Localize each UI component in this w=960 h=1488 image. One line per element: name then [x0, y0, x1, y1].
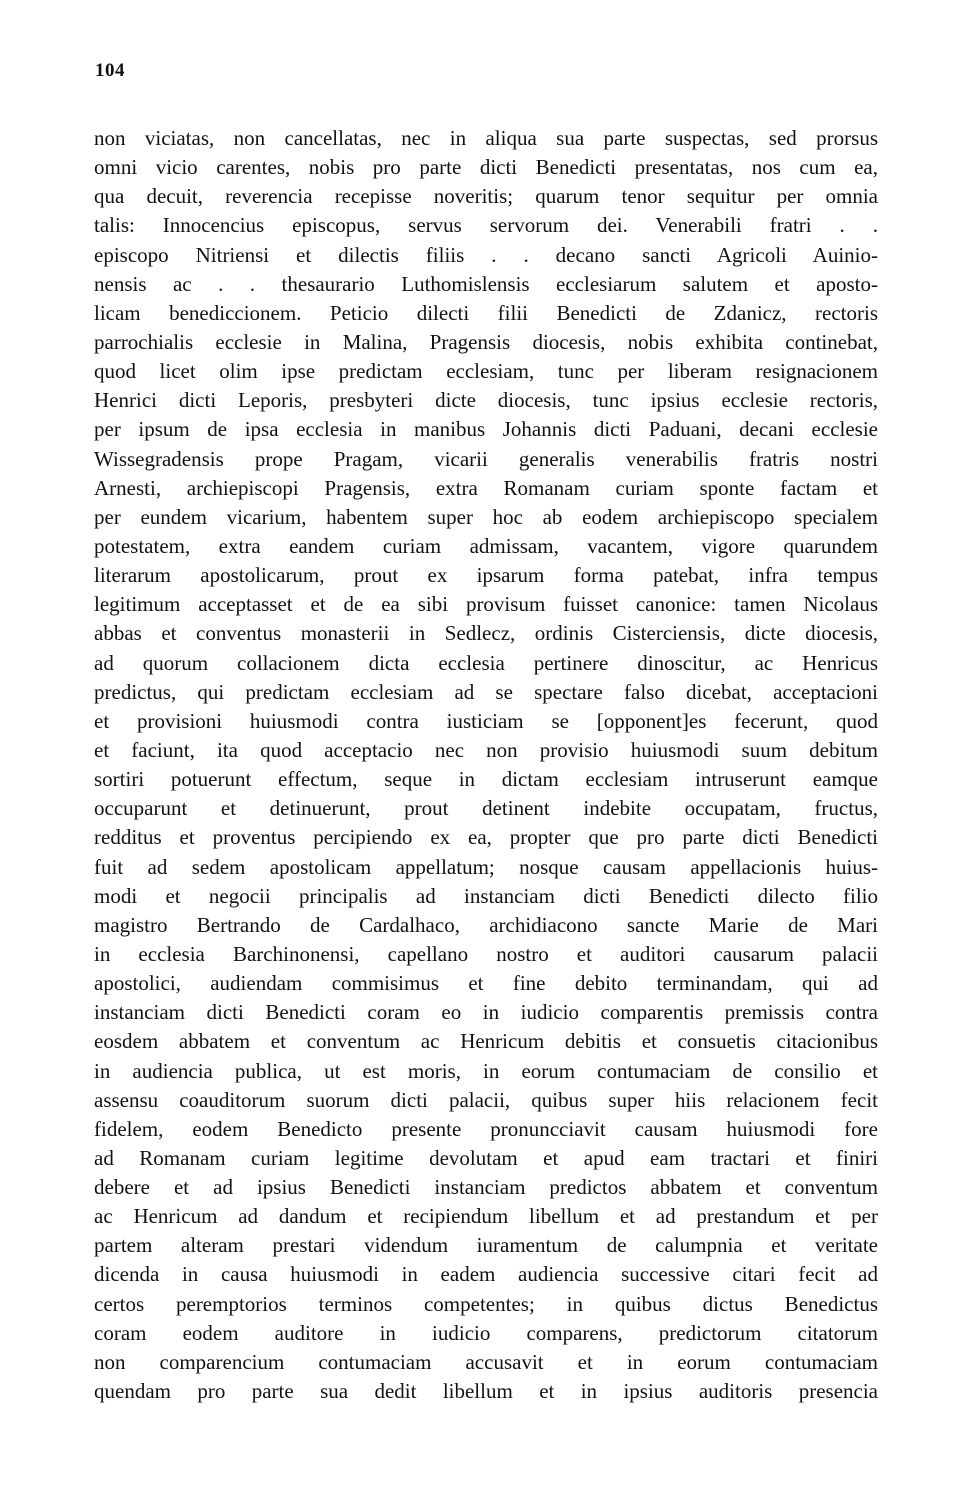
text-line: Henrici dicti Leporis, presbyteri dicte diocesis, tunc ipsius ecclesie rectoris, [94, 388, 878, 413]
text-line: non viciatas, non cancellatas, nec in aliqua sua parte suspectas, sed prorsus [94, 126, 878, 150]
text-line: quendam pro parte sua dedit libellum et in ipsius auditoris presencia [94, 1379, 878, 1404]
text-line: dicenda in causa huiusmodi in eadem audiencia successive citari fecit ad [94, 1262, 878, 1287]
text-line: potestatem, extra eandem curiam admissam, vacantem, vigore quarundem [94, 533, 878, 558]
text-line: modi et negocii principalis ad instanciam dicti Benedicti dilecto filio [94, 883, 878, 908]
text-line: per ipsum de ipsa ecclesia in manibus Johannis dicti Paduani, decani ecclesie [94, 417, 878, 442]
text-line: omni vicio carentes, nobis pro parte dicti Benedicti presentatas, nos cum ea, [94, 155, 878, 180]
text-line: instanciam dicti Benedicti coram eo in iudicio comparentis premissis contra [94, 1000, 878, 1025]
text-line: eosdem abbatem et conventum ac Henricum debitis et consuetis citacionibus [94, 1029, 878, 1054]
text-line: episcopo Nitriensi et dilectis filiis . . decano sancti Agricoli Auinio- [94, 242, 878, 267]
text-line: fuit ad sedem apostolicam appellatum; nosque causam appellacionis huius- [94, 854, 878, 879]
text-line: non comparencium contumaciam accusavit et in eorum contumaciam [94, 1349, 878, 1374]
page-number: 104 [95, 60, 125, 81]
text-line: redditus et proventus percipiendo ex ea, propter que pro parte dicti Benedicti [94, 825, 878, 850]
text-line: et faciunt, ita quod acceptacio nec non provisio huiusmodi suum debitum [94, 737, 878, 762]
text-line: certos peremptorios terminos competentes; in quibus dictus Benedictus [94, 1291, 878, 1316]
text-line: debere et ad ipsius Benedicti instanciam predictos abbatem et conventum [94, 1175, 878, 1200]
text-line: sortiri potuerunt effectum, seque in dictam ecclesiam intruserunt eamque [94, 767, 878, 792]
text-line: ad Romanam curiam legitime devolutam et apud eam tractari et finiri [94, 1145, 878, 1170]
text-line: magistro Bertrando de Cardalhaco, archidiacono sancte Marie de Mari [94, 912, 878, 937]
text-line: legitimum acceptasset et de ea sibi provisum fuisset canonice: tamen Nicolaus [94, 592, 878, 617]
text-line: quod licet olim ipse predictam ecclesiam, tunc per liberam resignacionem [94, 359, 878, 384]
text-line: assensu coauditorum suorum dicti palacii, quibus super hiis relacionem fecit [94, 1087, 878, 1112]
text-line: abbas et conventus monasterii in Sedlecz, ordinis Cisterciensis, dicte diocesis, [94, 621, 878, 646]
text-line: partem alteram prestari videndum iuramentum de calumpnia et veritate [94, 1233, 878, 1258]
text-line: licam benediccionem. Peticio dilecti filii Benedicti de Zdanicz, rectoris [94, 300, 878, 325]
text-line: predictus, qui predictam ecclesiam ad se spectare falso dicebat, acceptacioni [94, 679, 878, 704]
text-line: fidelem, eodem Benedicto presente pronuncciavit causam huiusmodi fore [94, 1116, 878, 1141]
text-line: literarum apostolicarum, prout ex ipsarum forma patebat, infra tempus [94, 563, 878, 588]
text-line: talis: Innocencius episcopus, servus servorum dei. Venerabili fratri . . [94, 213, 878, 238]
text-line: coram eodem auditore in iudicio comparens, predictorum citatorum [94, 1320, 878, 1345]
text-line: parrochialis ecclesie in Malina, Pragensis diocesis, nobis exhibita continebat, [94, 329, 878, 354]
text-line: nensis ac . . thesaurario Luthomislensis ecclesiarum salutem et aposto- [94, 271, 878, 296]
text-line: qua decuit, reverencia recepisse noveritis; quarum tenor sequitur per omnia [94, 184, 878, 209]
text-line: in audiencia publica, ut est moris, in eorum contumaciam de consilio et [94, 1058, 878, 1083]
text-line: Arnesti, archiepiscopi Pragensis, extra Romanam curiam sponte factam et [94, 475, 878, 500]
text-line: et provisioni huiusmodi contra iusticiam se [opponent]es fecerunt, quod [94, 708, 878, 733]
body-text [94, 124, 878, 1406]
text-line: per eundem vicarium, habentem super hoc ab eodem archiepiscopo specialem [94, 504, 878, 529]
text-line: ac Henricum ad dandum et recipiendum libellum et ad prestandum et per [94, 1204, 878, 1229]
text-line: apostolici, audiendam commisimus et fine debito terminandam, qui ad [94, 971, 878, 996]
text-line: ad quorum collacionem dicta ecclesia pertinere dinoscitur, ac Henricus [94, 650, 878, 675]
text-line: in ecclesia Barchinonensi, capellano nostro et auditori causarum palacii [94, 941, 878, 966]
text-line: Wissegradensis prope Pragam, vicarii generalis venerabilis fratris nostri [94, 446, 878, 471]
text-line: occuparunt et detinuerunt, prout detinent indebite occupatam, fructus, [94, 796, 878, 821]
